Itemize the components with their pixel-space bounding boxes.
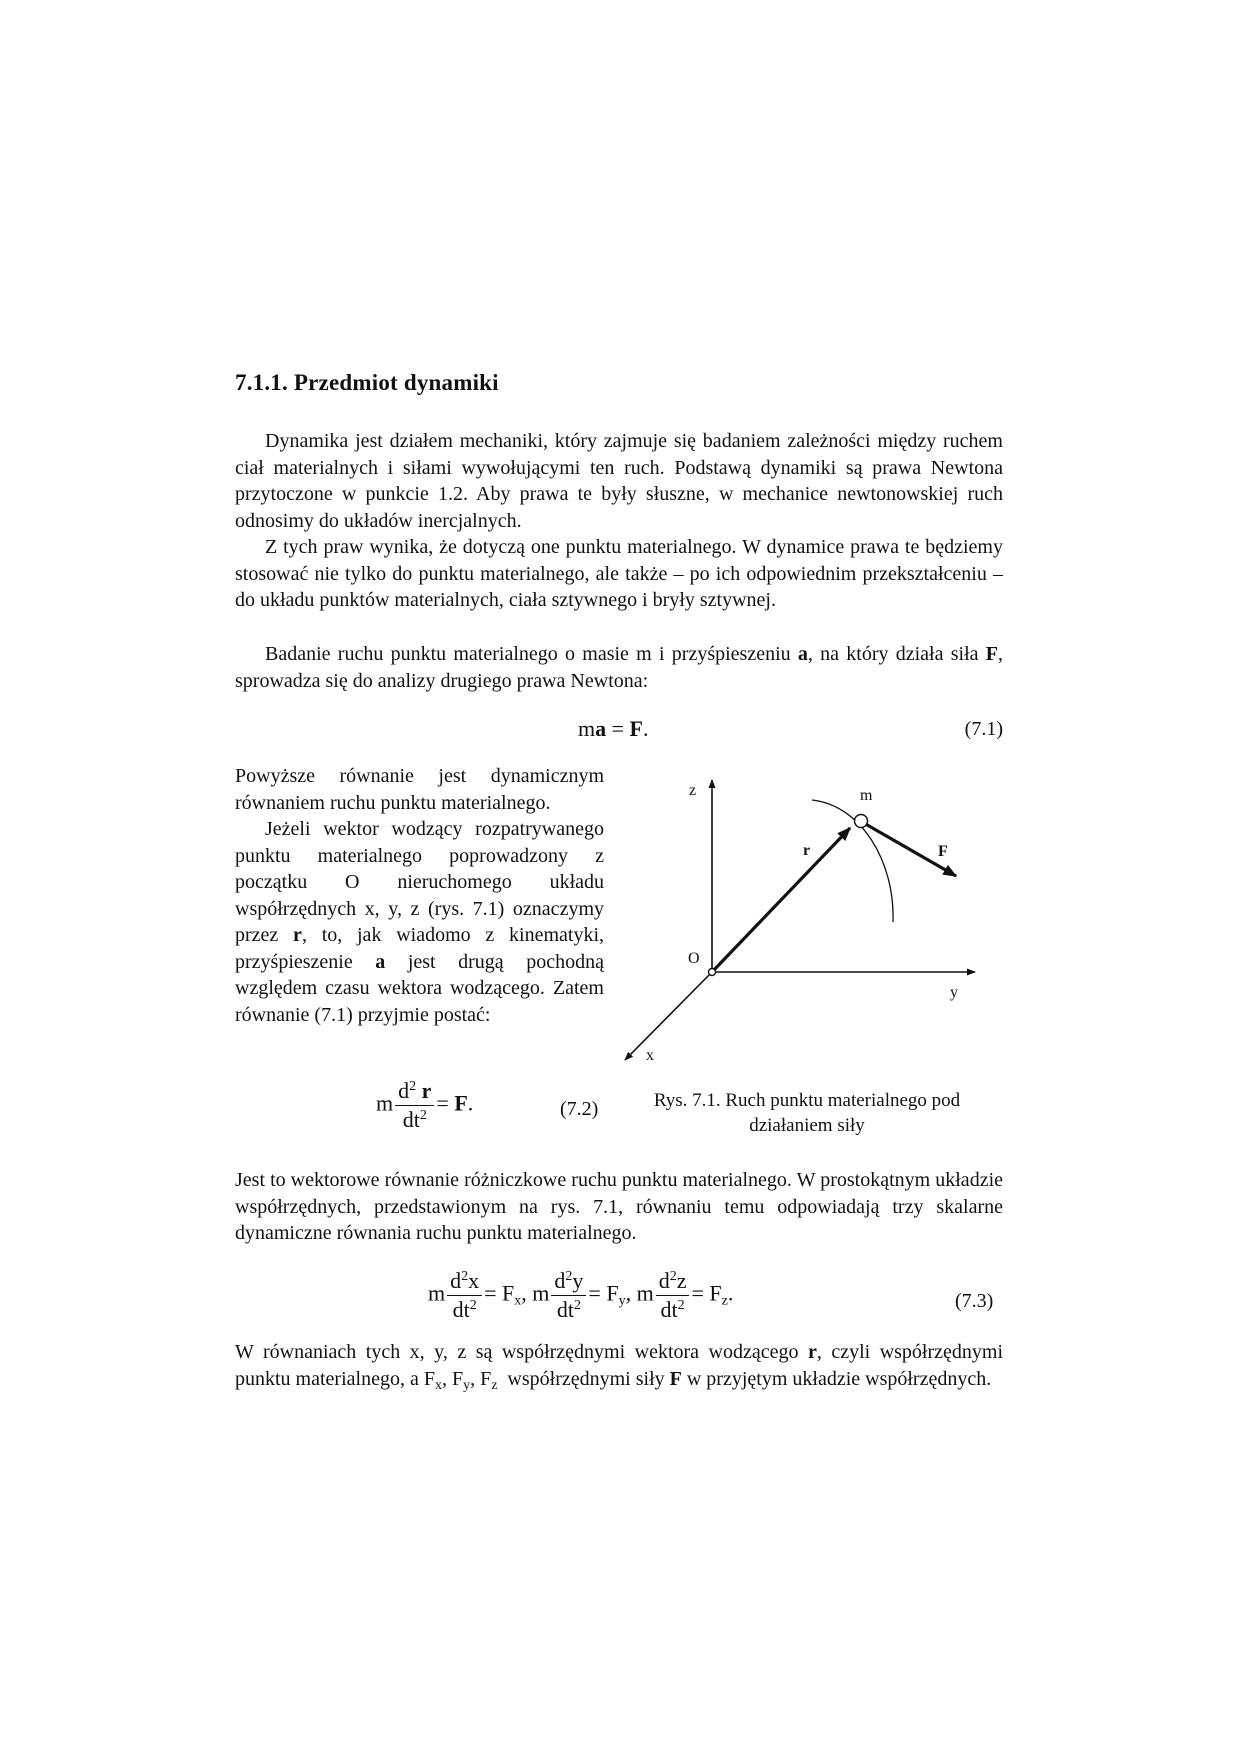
label-origin: O (688, 950, 700, 967)
figure-7-1 (610, 760, 1010, 1070)
eq-m: m (376, 1090, 394, 1116)
text-run: W równaniach tych x, y, z są współrzędnymi wektora wodzącego (235, 1341, 808, 1363)
eq-equals: = (484, 1280, 497, 1306)
material-point (855, 815, 868, 828)
eq-x: x (468, 1268, 480, 1293)
x-axis (625, 972, 712, 1060)
trajectory-curve (812, 800, 893, 922)
figure-caption: Rys. 7.1. Ruch punktu materialnego pod działaniem siły (653, 1090, 961, 1136)
text-run: jest drugą pochodną względem czasu wektora wodzącego. Zatem równanie (7.1) przyjmie postać: (235, 950, 604, 1026)
eq-comma: , (625, 1280, 632, 1306)
eq-y: y (572, 1268, 584, 1293)
paragraph-6: Jest to wektorowe równanie różniczkowe ruchu punktu materialnego. W prostokątnym układzie współrzędnych, przedstawionym na rys. 7.1, równaniu temu odpowiadają trzy skalarne dynamiczne równania ruchu punktu materialnego. (235, 1169, 1003, 1244)
eq-equals: = (611, 716, 625, 741)
eq-m: m (636, 1280, 654, 1306)
numerator (656, 1268, 690, 1296)
subscript: y (463, 1377, 471, 1393)
equation-number: (7.1) (964, 718, 1003, 740)
position-vector-r (712, 828, 850, 972)
eq-comma: , (521, 1280, 527, 1306)
eq-vector-a: a (595, 716, 607, 741)
text-run: Jeżeli wektor wodzący rozpatrywanego punktu materialnego poprowadzony z początku O nieruchomego układu współrzędnych x, y, z (rys. 7.1) oznaczymy przez (235, 818, 604, 946)
text-run: współrzędnymi siły (497, 1367, 670, 1390)
eq-equals: = (691, 1280, 704, 1306)
fraction (656, 1268, 690, 1323)
eq-dt: dt (402, 1107, 420, 1132)
equation-7-3 (428, 1268, 733, 1323)
denominator (551, 1296, 586, 1323)
text-run: w przyjętym układzie współrzędnych. (681, 1367, 992, 1390)
superscript: 2 (565, 1269, 573, 1284)
superscript: 2 (409, 1079, 417, 1094)
eq-F: F (606, 1280, 619, 1306)
eq-period: . (467, 1090, 474, 1116)
vector-F: F (669, 1367, 682, 1390)
paragraph-5 (235, 816, 604, 1028)
eq-dt: dt (556, 1297, 574, 1322)
subscript: z (491, 1377, 498, 1393)
eq-vector-r: r (421, 1078, 432, 1103)
eq-F: F (502, 1280, 515, 1306)
subscript: x (434, 1377, 442, 1393)
eq-equals: = (436, 1090, 449, 1116)
paragraph-7 (235, 1339, 1003, 1392)
eq-vector-F: F (454, 1090, 468, 1116)
subscript: x (514, 1293, 522, 1309)
label-z: z (689, 782, 697, 799)
text-run: Badanie ruchu punktu materialnego o masie m i przyśpieszeniu (265, 643, 798, 665)
eq-dt: dt (660, 1297, 678, 1322)
vector-r: r (807, 1341, 817, 1363)
numerator (447, 1268, 482, 1296)
superscript: 2 (669, 1269, 677, 1284)
text-run: , F (441, 1367, 464, 1390)
eq-period: . (643, 716, 649, 741)
paragraph-4: Powyższe równanie jest dynamicznym równaniem ruchu punktu materialnego. (235, 765, 604, 814)
text-run: , F (470, 1367, 492, 1390)
label-F: F (938, 843, 948, 860)
equation-number: (7.2) (560, 1098, 599, 1120)
vector-r: r (293, 924, 302, 946)
eq-d: d (398, 1078, 410, 1103)
denominator (395, 1106, 434, 1133)
denominator (656, 1296, 690, 1323)
section-heading: 7.1.1. Przedmiot dynamiki (235, 370, 499, 395)
numerator (395, 1078, 434, 1106)
text-run: , to, jak wiadomo z kinematyki, przyśpieszenie (235, 924, 604, 973)
label-r: r (803, 842, 811, 859)
equation-7-2 (376, 1078, 473, 1133)
numerator (551, 1268, 586, 1296)
label-y: y (950, 984, 958, 1001)
eq-d: d (554, 1268, 566, 1293)
text-run: , sprowadza się do analizy drugiego prawa Newtona: (235, 643, 1003, 692)
fraction (395, 1078, 434, 1133)
vector-F: F (985, 643, 998, 665)
eq-z: z (676, 1268, 687, 1293)
eq-d: d (450, 1268, 462, 1293)
superscript: 2 (573, 1298, 581, 1313)
eq-equals: = (588, 1280, 601, 1306)
equation-7-1-body (578, 716, 649, 742)
subscript: z (721, 1293, 728, 1309)
superscript: 2 (677, 1298, 685, 1313)
denominator (447, 1296, 482, 1323)
eq-m: m (428, 1280, 446, 1306)
text-run: , czyli współrzędnymi punktu materialnego, a F (235, 1341, 1003, 1390)
eq-F: F (709, 1280, 722, 1306)
eq-dt: dt (452, 1297, 470, 1322)
paragraph-3 (235, 641, 1003, 694)
eq-vector-F: F (629, 716, 643, 741)
text-run: , na który działa siła (807, 643, 986, 665)
eq-period: . (727, 1280, 734, 1306)
label-m: m (860, 787, 873, 804)
label-x: x (646, 1047, 654, 1064)
fraction (551, 1268, 586, 1323)
vector-a: a (375, 950, 386, 973)
paragraph-2: Z tych praw wynika, że dotyczą one punktu materialnego. W dynamice prawa te będziemy stosować nie tylko do punktu materialnego, ale także – po ich odpowiednim przekształceniu – do układu punktów materialnych, ciała sztywnego i bryły sztywnej. (235, 536, 1003, 611)
origin-point (709, 969, 716, 976)
eq-d: d (658, 1268, 670, 1293)
equation-7-1 (235, 716, 1003, 746)
vector-a: a (797, 643, 808, 665)
subscript: y (618, 1293, 626, 1309)
superscript: 2 (419, 1108, 427, 1123)
superscript: 2 (461, 1269, 469, 1284)
superscript: 2 (469, 1298, 477, 1313)
eq-m: m (532, 1280, 550, 1306)
paragraph-1: Dynamika jest działem mechaniki, który zajmuje się badaniem zależności między ruchem ciał materialnych i siłami wywołującymi ten ruch. Podstawą dynamiki są prawa Newtona przytoczone w punkcie 1.2. Aby prawa te były słuszne, w mechanice newtonowskiej ruch odnosimy do układów inercjalnych. (235, 430, 1003, 532)
eq-m: m (578, 716, 596, 741)
equation-number: (7.3) (955, 1290, 994, 1312)
fraction (447, 1268, 482, 1323)
